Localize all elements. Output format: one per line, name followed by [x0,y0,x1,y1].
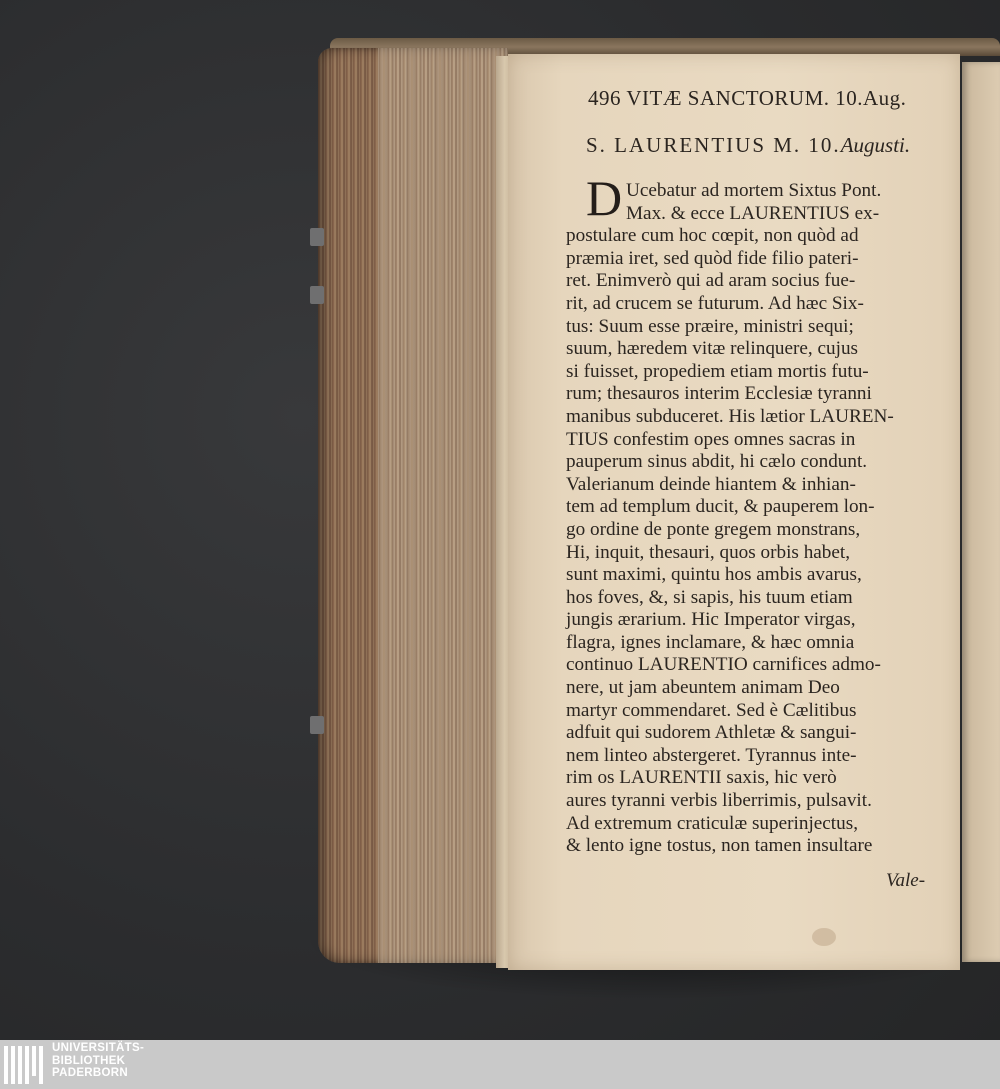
text-line: ret. Enimverò qui ad aram socius fue- [566,270,856,292]
text-line: sunt maximi, quintu hos ambis avarus, [566,564,862,586]
page-title [586,133,956,158]
text-line: nem linteo abstergeret. Tyrannus inte- [566,744,857,766]
library-name-line1: UNIVERSITÄTS- [52,1042,145,1054]
text-line: adfuit qui sudorem Athletæ & sangui- [566,722,857,744]
text-line: flagra, ignes inclamare, & hæc omnia [566,631,855,653]
text-line: TIUS confestim opes omnes sacras in [566,428,856,450]
next-page-edge [962,62,1000,962]
title-main: S. LAURENTIUS M. 10. [586,133,841,157]
book-clasp [310,228,324,246]
book-clasp [310,286,324,304]
text-line: præmia iret, sed quòd fide filio pateri- [566,247,859,269]
text-line: rit, ad crucem se futurum. Ad hæc Six- [566,292,864,314]
text-line: & lento igne tostus, non tamen insultare [566,835,873,857]
footer-bar [0,1040,1000,1089]
text-line: si fuisset, propediem etiam mortis futu- [566,360,869,382]
text-line: continuo LAURENTIO carnifices admo- [566,654,881,676]
running-head: 496 VITÆ SANCTORUM. 10.Aug. [588,86,907,110]
text-line: rum; thesauros interim Ecclesiæ tyranni [566,383,872,405]
text-line: tem ad templum ducit, & pauperem lon- [566,496,875,518]
text-line: manibus subduceret. His lætior LAUREN- [566,405,894,427]
library-name [52,1042,144,1080]
text-line: martyr commendaret. Sed è Cælitibus [566,699,857,721]
text-line: Valerianum deinde hiantem & inhian- [566,473,856,495]
text-line: Hi, inquit, thesauri, quos orbis habet, [566,541,851,563]
text-line: postulare cum hoc cœpit, non quòd ad [566,225,859,247]
text-line: rim os LAURENTII saxis, hic verò [566,767,837,789]
library-name-line2: BIBLIOTHEK [52,1054,126,1067]
library-name-line3: PADERBORN [52,1067,128,1079]
text-line: hos foves, &, si sapis, his tuum etiam [566,586,853,608]
text-line: Max. & ecce LAURENTIUS ex- [626,202,880,224]
book-clasp [310,716,324,734]
body-text [566,180,956,858]
text-line: aures tyranni verbis liberrimis, pulsavit. [566,790,872,812]
text-line: jungis ærarium. Hic Imperator virgas, [566,609,856,631]
title-italic: Augusti. [840,133,911,157]
catchword: Vale- [886,870,926,891]
drop-capital: D [586,170,623,226]
text-line: suum, hæredem vitæ relinquere, cujus [566,338,859,360]
text-line: Ad extremum craticulæ superinjectus, [566,812,858,834]
text-line: go ordine de ponte gregem monstrans, [566,518,861,540]
text-line: nere, ut jam abeuntem animam Deo [566,677,840,699]
library-logo-icon [4,1046,46,1084]
paper-stain [812,928,836,946]
text-line: pauperum sinus abdit, hi cælo condunt. [566,451,868,473]
text-line: tus: Suum esse præire, ministri sequi; [566,315,854,337]
text-line: Ucebatur ad mortem Sixtus Pont. [626,180,882,201]
book-page-edges [318,48,508,963]
